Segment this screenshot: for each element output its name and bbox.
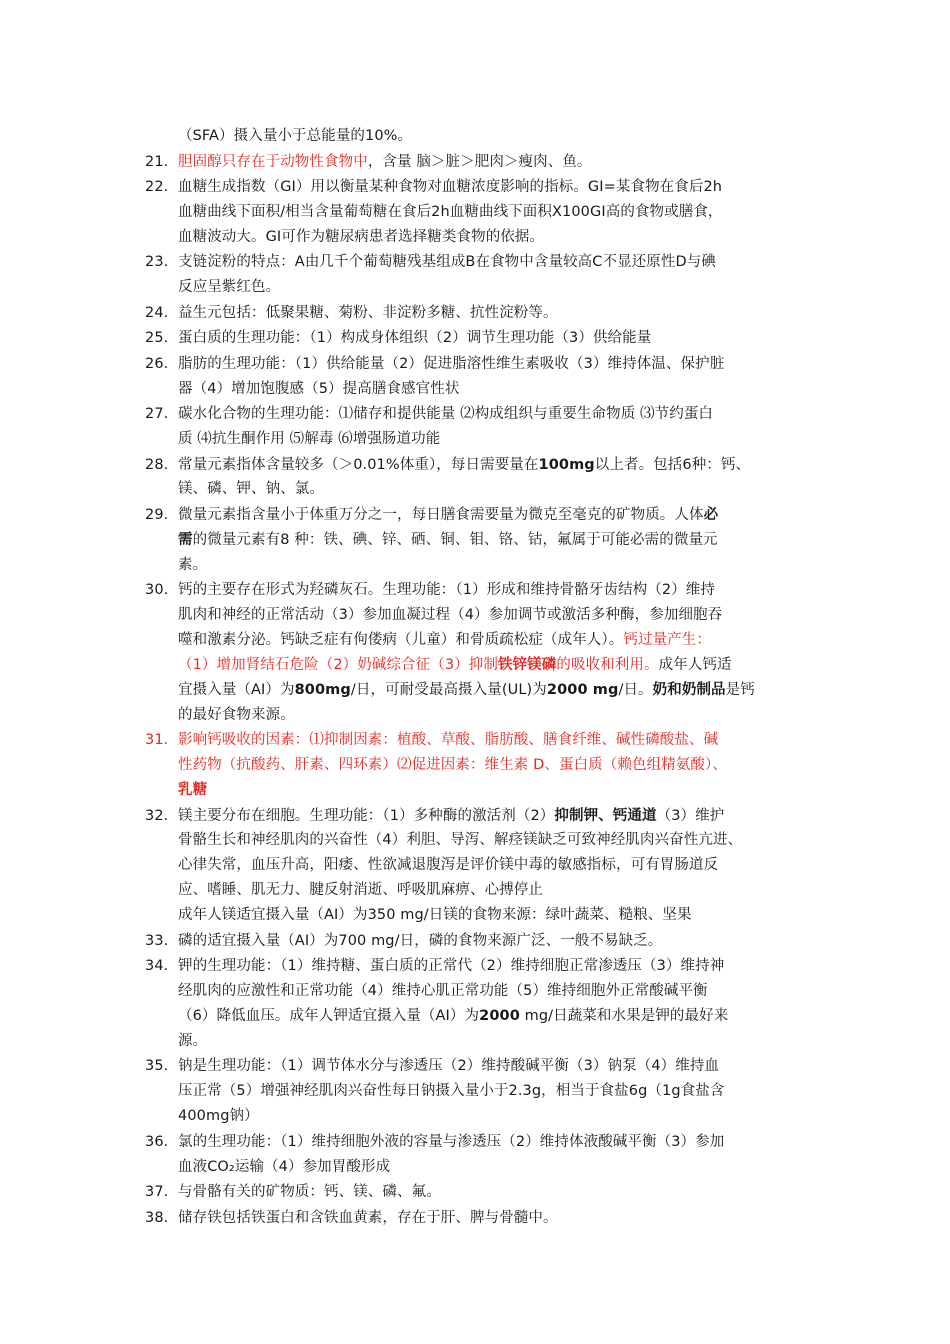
text-run: 钾的生理功能：（1）维持糖、蛋白质的正常代（2）维持细胞正常渗透压（3）维持神 (178, 958, 725, 975)
item-text (178, 728, 718, 753)
item-number: 25. (145, 330, 169, 347)
item-number: 29. (145, 506, 169, 523)
text-run: 肌肉和神经的正常活动（3）参加血凝过程（4）参加调节或激活多种酶，参加细胞吞 (178, 607, 723, 624)
text-run: 影响钙吸收的因素：⑴抑制因素：植酸、草酸、脂肪酸、膳食纤维、碱性磷酸盐、碱 (178, 732, 719, 749)
item-text (178, 427, 440, 452)
text-run: 骨骼生长和神经肌肉的兴奋性（4）利胆、导泻、解痉镁缺乏可致神经肌肉兴奋性亢进、 (178, 832, 743, 849)
text-run: 必 (703, 506, 719, 523)
text-run: 胆固醇只存在于动物性食物中 (178, 153, 368, 170)
item-text (178, 1054, 719, 1079)
text-run: 成年人镁适宜摄入量（AI）为350 mg/日镁的食物来源：绿叶蔬菜、糙粮、坚果 (178, 907, 692, 924)
text-run: 100mg (538, 456, 595, 473)
text-run: 钙的主要存在形式为羟磷灰石。生理功能：（1）形成和维持骨骼牙齿结构（2）维持 (178, 582, 715, 599)
item-text (178, 453, 750, 478)
item-text (178, 1104, 259, 1129)
item-number: 35. (145, 1058, 169, 1075)
text-run: 支链淀粉的特点：A由几千个葡萄糖残基组成B在食物中含量较高C不显还原性D与碘 (178, 254, 716, 271)
item-text (178, 352, 724, 377)
item-text (178, 326, 651, 351)
text-run: （SFA）摄入量小于总能量的10%。 (178, 128, 413, 144)
item-text (178, 1029, 207, 1054)
item-text (178, 954, 724, 979)
text-run: 成年人钙适 (658, 656, 732, 673)
text-run: 心律失常，血压升高，阳痿、性欲减退腹泻是评价镁中毒的敏感指标，可有胃肠道反 (178, 857, 719, 874)
item-text (178, 753, 727, 778)
text-run: （1）增加肾结石危险（2）奶碱综合征（3）抑制 (178, 656, 498, 673)
item-number: 26. (145, 355, 169, 372)
text-run: 的吸收和利用。 (556, 656, 659, 673)
text-run: 奶和奶制品 (652, 681, 726, 698)
item-text (178, 929, 662, 954)
item-text (178, 653, 732, 678)
item-number: 23. (145, 254, 169, 271)
item-number: 21. (145, 153, 169, 170)
text-run: 碳水化合物的生理功能：⑴储存和提供能量 ⑵构成组织与重要生命物质 ⑶节约蛋白 (178, 406, 714, 423)
item-text (178, 678, 755, 703)
text-run: 压正常（5）增强神经肌肉兴奋性每日钠摄入量小于2.3g，相当于食盐6g（1g食盐含 (178, 1083, 725, 1100)
item-number: 22. (145, 179, 169, 195)
item-text (178, 1180, 441, 1205)
item-number: 31. (145, 732, 169, 749)
item-text (178, 377, 459, 402)
item-text (178, 175, 722, 200)
item-text (178, 578, 715, 603)
text-run: （6）降低血压。成年人钾适宜摄入量（AI）为 (178, 1007, 480, 1024)
item-text (178, 804, 724, 829)
text-run: 钙过量产生： (623, 632, 711, 648)
text-run: 宜摄入量（AI）为 (178, 681, 295, 698)
item-text (178, 903, 692, 928)
text-run: 器（4）增加饱腹感（5）提高膳食感官性状 (178, 380, 460, 397)
text-run: mg/日蔬菜和水果是钾的最好来 (519, 1007, 729, 1024)
item-text (178, 828, 742, 853)
item-text (178, 225, 544, 250)
item-text (178, 778, 207, 803)
text-run: 需 (178, 531, 193, 548)
text-run: 镁、磷、钾、钠、氯。 (178, 481, 324, 498)
item-text (178, 1155, 390, 1180)
item-number: 38. (145, 1209, 169, 1226)
text-run: 的微量元素有8 种：铁、碘、锌、硒、铜、钼、铬、钴，氟属于可能必需的微量元 (192, 531, 718, 548)
text-run: 磷的适宜摄入量（AI）为700 mg/日，磷的食物来源广泛、一般不易缺乏。 (178, 932, 663, 949)
text-run: 铁锌镁磷 (497, 656, 557, 673)
item-text (178, 402, 713, 427)
item-number: 34. (145, 958, 169, 975)
text-run: 血糖生成指数（GI）用以衡量某种食物对血糖浓度影响的指标。GI=某食物在食后2h (178, 179, 723, 195)
text-run: （3）维护 (656, 807, 725, 824)
text-run: 反应呈紫红色。 (178, 279, 281, 296)
text-run: 镁主要分布在细胞。生理功能：（1）多种酶的激活剂（2） (178, 807, 555, 824)
text-run: 经肌肉的应激性和正常功能（4）维持心肌正常功能（5）维持细胞外正常酸碱平衡 (178, 983, 708, 999)
text-run: 噬和激素分泌。钙缺乏症有佝偻病（儿童）和骨质疏松症（成年人）。 (178, 632, 624, 648)
item-number: 32. (145, 807, 169, 824)
text-run: 蛋白质的生理功能：（1）构成身体组织（2）调节生理功能（3）供给能量 (178, 330, 652, 347)
text-run: 是钙 (725, 681, 755, 698)
item-text (178, 250, 716, 275)
text-run: 益生元包括：低聚果糖、菊粉、非淀粉多糖、抗性淀粉等。 (178, 304, 558, 321)
item-number: 36. (145, 1133, 169, 1150)
text-run: 微量元素指含量小于体重万分之一，每日膳食需要量为微克至毫克的矿物质。人体 (178, 506, 704, 523)
text-run: 400mg钠） (178, 1108, 259, 1125)
text-run: 储存铁包括铁蛋白和含铁血黄素，存在于肝、脾与骨髓中。 (178, 1209, 558, 1226)
text-run: 质 ⑷抗生酮作用 ⑸解毒 ⑹增强肠道功能 (178, 431, 441, 447)
item-number: 28. (145, 456, 169, 473)
item-text (178, 603, 722, 628)
item-text (178, 477, 324, 502)
text-run: 与骨骼有关的矿物质：钙、镁、磷、氟。 (178, 1184, 441, 1200)
text-run: 的最好食物来源。 (178, 706, 295, 723)
item-number: 24. (145, 304, 169, 321)
item-text (178, 878, 543, 903)
text-run: 抑制钾、钙通道 (554, 807, 657, 824)
item-text (178, 979, 708, 1004)
item-text (178, 200, 723, 225)
item-number: 27. (145, 406, 169, 423)
text-run: 钠是生理功能：（1）调节体水分与渗透压（2）维持酸碱平衡（3）钠泵（4）维持血 (178, 1058, 720, 1075)
item-text (178, 503, 718, 528)
text-run: 血糖波动大。GI可作为糖尿病患者选择糖类食物的依据。 (178, 228, 545, 245)
item-number: 37. (145, 1184, 169, 1200)
text-run: /日。 (618, 681, 653, 698)
item-text (178, 1206, 558, 1231)
text-run: 氯的生理功能：（1）维持细胞外液的容量与渗透压（2）维持体液酸碱平衡（3）参加 (178, 1133, 725, 1150)
item-text (178, 1130, 724, 1155)
item-text (178, 301, 558, 326)
item-text (178, 275, 280, 300)
text-run: 乳糖 (178, 782, 208, 798)
item-text (178, 1004, 728, 1029)
item-text (178, 628, 711, 653)
item-text (178, 124, 412, 149)
item-number: 33. (145, 932, 169, 949)
text-run: 以上者。包括6种：钙、 (594, 456, 751, 473)
text-run: 2000 (479, 1007, 520, 1024)
text-run: 常量元素指体含量较多（＞0.01%体重），每日需要量在 (178, 456, 539, 473)
text-run: 血液CO₂运输（4）参加胃酸形成 (178, 1158, 391, 1175)
item-text (178, 853, 718, 878)
text-run: 800mg (294, 681, 351, 698)
text-run: 脂肪的生理功能：（1）供给能量（2）促进脂溶性维生素吸收（3）维持体温、保护脏 (178, 355, 725, 372)
item-text (178, 150, 592, 175)
item-text (178, 1079, 724, 1104)
text-run: 性药物（抗酸药、肝素、四环素）⑵促进因素：维生素 D、蛋白质（赖色组精氨酸）、 (178, 757, 727, 774)
item-text (178, 553, 207, 578)
item-text (178, 528, 718, 553)
text-run: 素。 (178, 556, 208, 573)
text-run: 2000 mg (546, 681, 619, 698)
text-run: 源。 (178, 1032, 208, 1049)
item-text (178, 703, 295, 728)
item-number: 30. (145, 582, 169, 599)
text-run: /日，可耐受最高摄入量(UL)为 (350, 681, 547, 698)
text-run: 血糖曲线下面积/相当含量葡萄糖在食后2h血糖曲线下面积X100GI高的食物或膳食， (178, 203, 723, 220)
text-run: ，含量 脑＞脏＞肥肉＞瘦肉、鱼。 (367, 153, 592, 170)
text-run: 应、嗜睡、肌无力、腱反射消逝、呼吸肌麻痹、心搏停止 (178, 882, 543, 899)
